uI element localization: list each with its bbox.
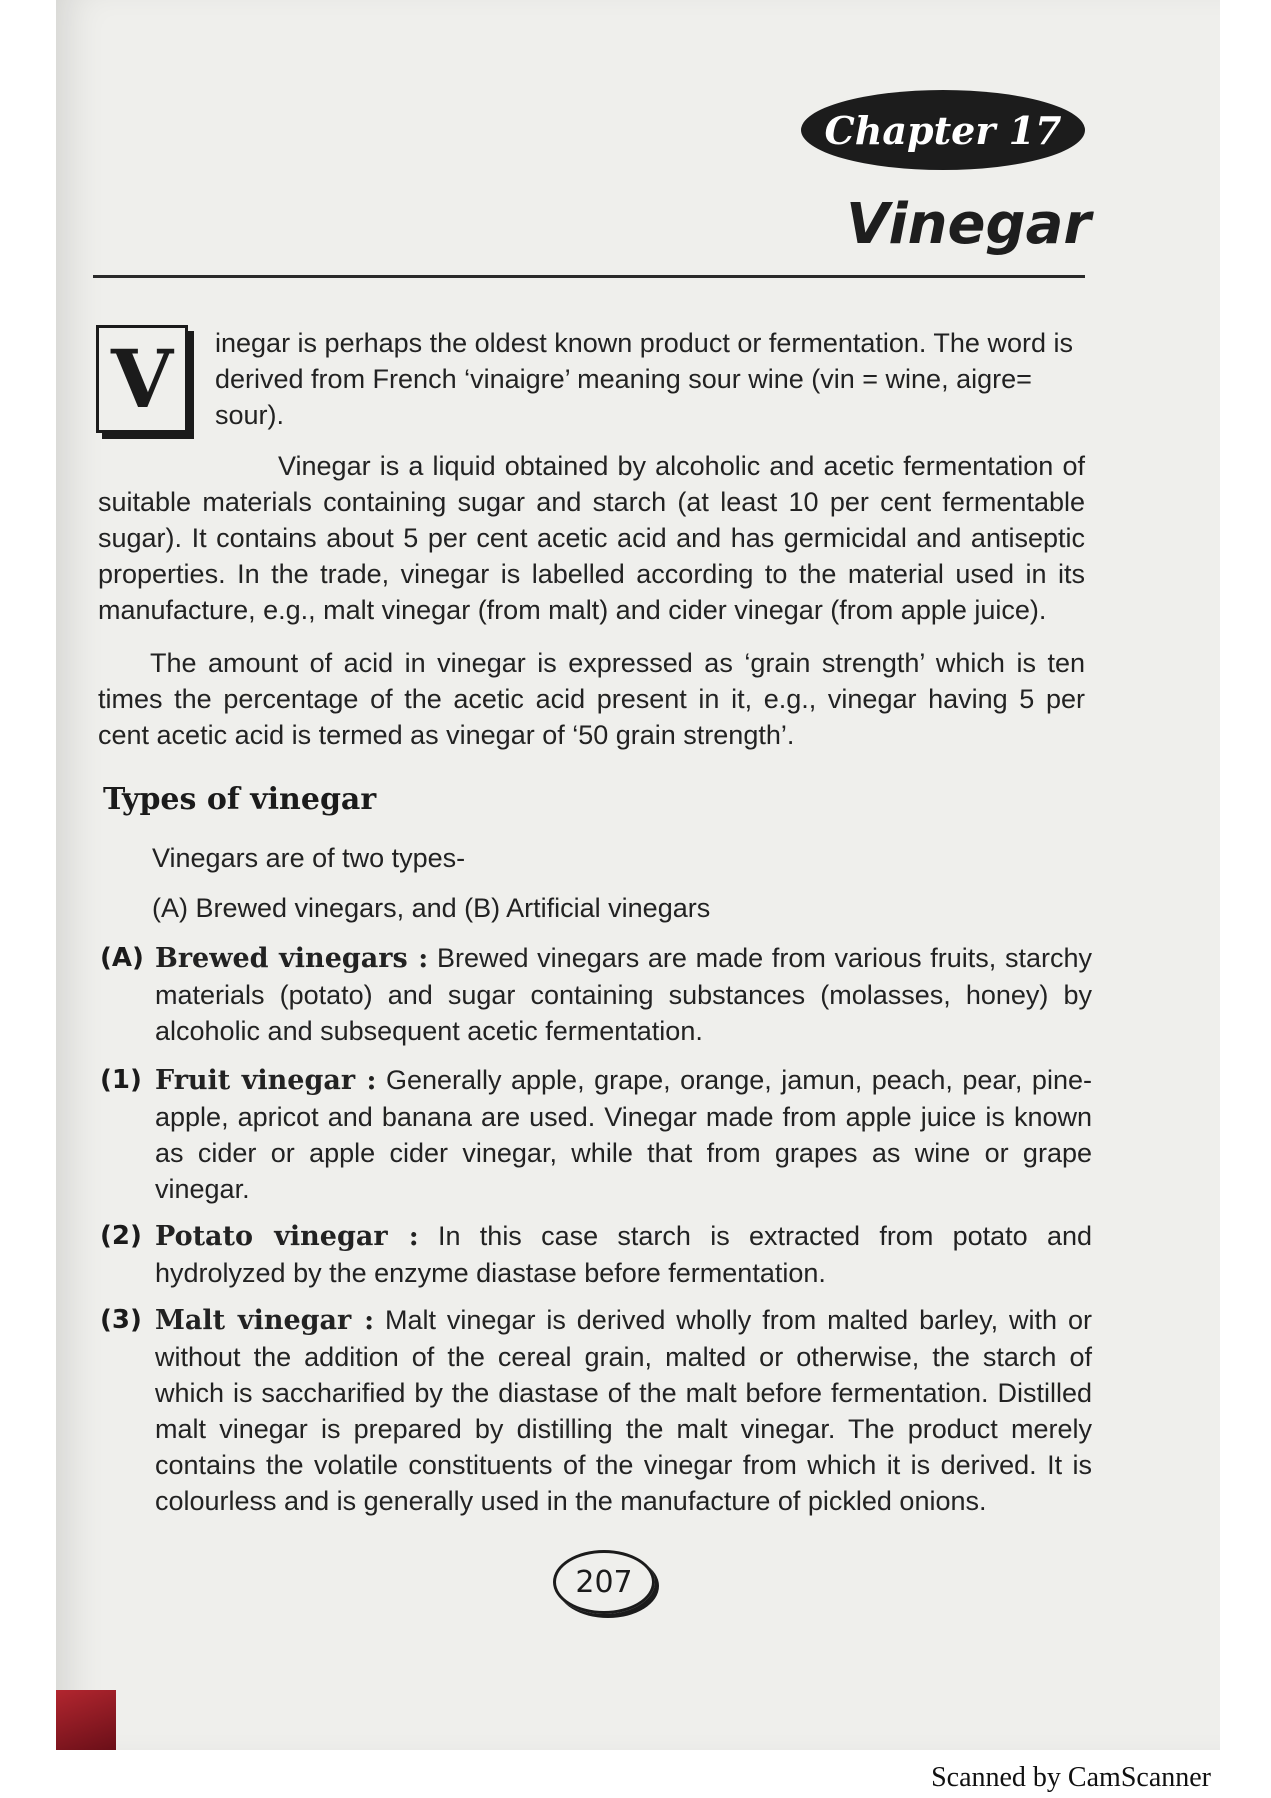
list-item-label: (A): [100, 943, 144, 973]
list-item-text: Generally apple, grape, orange, jamun, peach, pear, pine-apple, apricot and banana are used. Vinegar made from apple juice is known as cider or apple cider vinegar, while that from grapes as wine or grape vinegar.: [155, 1065, 1092, 1204]
list-item-text: Malt vinegar is derived wholly from malted barley, with or without the addition of the cereal grain, malted or otherwise, the starch of which is saccharified by the diastase of the malt before fermentation. Distilled malt vinegar is prepared by distilling the malt vinegar. The product merely contains the volatile constituents of the vinegar from which it is derived. It is colourless and is generally used in the manufacture of pickled onions.: [155, 1305, 1092, 1516]
section-intro: Vinegars are of two types-: [152, 843, 466, 873]
list-item-term: Malt vinegar :: [155, 1305, 375, 1336]
list-item-text: Brewed vinegars are made from various fruits, starchy materials (potato) and sugar containing substances (molasses, honey) by alcoholic and subsequent acetic fermentation.: [155, 943, 1093, 1046]
title-divider: [93, 275, 1085, 278]
list-item-label: (1): [100, 1065, 142, 1095]
list-item-term: Potato vinegar :: [155, 1221, 419, 1252]
body-paragraph: The amount of acid in vinegar is expressed as ‘grain strength’ which is ten times the percentage of the acetic acid present in it, e.g., vinegar having 5 per cent acetic acid is termed as vinegar of ‘50 grain strength’.: [98, 648, 1085, 750]
scanner-watermark: Scanned by CamScanner: [931, 1762, 1211, 1793]
list-item-body: [155, 1218, 1092, 1291]
page-number: 207: [553, 1550, 655, 1614]
drop-cap: V: [96, 325, 188, 433]
list-item-body: [155, 940, 1092, 1049]
chapter-title: Vinegar: [846, 192, 1091, 257]
list-item-body: [155, 1302, 1092, 1519]
chapter-badge: Chapter 17: [801, 90, 1085, 170]
list-item-label: (2): [100, 1221, 142, 1251]
types-summary: (A) Brewed vinegars, and (B) Artificial vinegars: [152, 893, 711, 923]
intro-paragraph: inegar is perhaps the oldest known product or fermentation. The word is derived from French ‘vinaigre’ meaning sour wine (vin = wine, aigre= sour).: [215, 328, 1073, 430]
list-item-label: (3): [100, 1305, 142, 1335]
list-item-term: Brewed vinegars :: [155, 943, 429, 974]
list-item-body: [155, 1062, 1092, 1207]
section-heading: Types of vinegar: [103, 782, 377, 817]
page-corner-decoration: [56, 1690, 116, 1750]
list-item-term: Fruit vinegar :: [155, 1065, 377, 1096]
body-paragraph: Vinegar is a liquid obtained by alcoholic and acetic fermentation of suitable materials containing sugar and starch (at least 10 per cent fermentable sugar). It contains about 5 per cent acetic acid and has germicidal and antiseptic properties. In the trade, vinegar is labelled according to the material used in its manufacture, e.g., malt vinegar (from malt) and cider vinegar (from apple juice).: [98, 451, 1085, 625]
list-item-text: In this case starch is extracted from potato and hydrolyzed by the enzyme diastase before fermentation.: [155, 1221, 1092, 1288]
